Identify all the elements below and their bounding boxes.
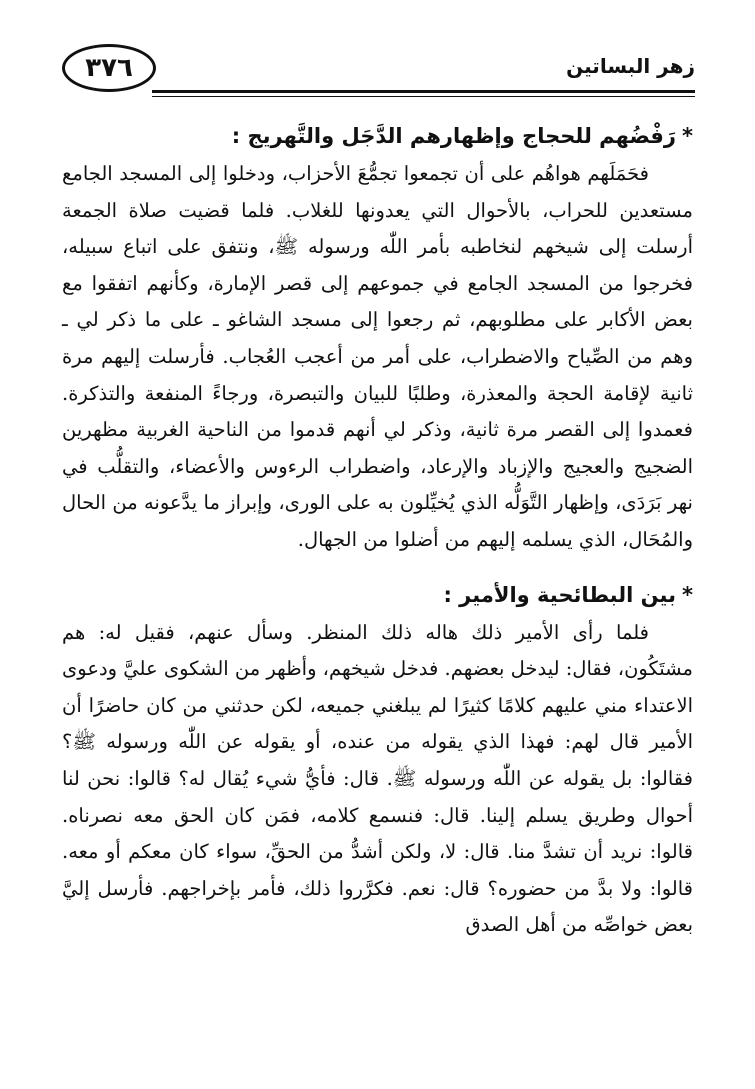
header-rule-thin xyxy=(152,96,695,97)
star-marker-icon: * xyxy=(682,124,693,148)
page-header xyxy=(62,40,695,100)
section-heading xyxy=(62,118,693,154)
section-heading-text: رَفْضُهم للحجاج وإظهارهم الدَّجَل والتَّهريج : xyxy=(231,124,677,148)
section-heading-text: بين البطائحية والأمير : xyxy=(443,582,677,607)
page-body xyxy=(62,118,693,944)
page-number: ٣٧٦ xyxy=(62,44,156,92)
section-paragraph: فلما رأى الأمير ذلك هاله ذلك المنظر. وسأل عنهم، فقيل له: هم مشتَكُون، فقال: ليدخل بعضهم. فدخل شيخهم، وأظهر من الشكوى عليَّ ودعوى الاعتداء مني عليهم كلامًا كثيرًا لم يبلغني جميعه، لكن حدثني من كان حاضرًا أن الأمير قال لهم: فهذا الذي يقوله من عنده، أو يقوله عن اللّٰه ورسوله ﷺ؟ فقالوا: بل يقوله عن اللّٰه ورسوله ﷺ. قال: فأيُّ شيء يُقال له؟ قالوا: نحن لنا أحوال وطريق يسلم إلينا. قال: فنسمع كلامه، فمَن كان الحق معه نصرناه. قالوا: نريد أن تشدَّ منا. قال: لا، ولكن أشدُّ من الحقِّ، سواء كان معكم أو معه. قالوا: ولا بدَّ من حضوره؟ قال: نعم. فكرَّروا ذلك، فأمر بإخراجهم. فأرسل إليَّ بعض خواصِّه من أهل الصدق xyxy=(62,620,693,937)
header-rule xyxy=(152,90,695,93)
running-title: زهر البساتين xyxy=(566,54,695,78)
section-heading xyxy=(62,577,693,613)
star-marker-icon: * xyxy=(682,582,693,607)
section-paragraph: فحَمَلَهم هواهُم على أن تجمعوا تجمُّعَ الأحزاب، ودخلوا إلى المسجد الجامع مستعدين للحراب، بالأحوال التي يعدونها للغلاب. فلما قضيت صلاة الجمعة أرسلت إلى شيخهم لنخاطبه بأمر اللّٰه ورسوله ﷺ، ونتفق على اتباع سبيله، فخرجوا من المسجد الجامع في جموعهم إلى قصر الإمارة، وكأنهم اتفقوا مع بعض الأكابر على مطلوبهم، ثم رجعوا إلى مسجد الشاغو ـ على ما ذكر لي ـ وهم من الصِّياح والاضطراب، على أمر من أعجب العُجاب. فأرسلت إليهم مرة ثانية لإقامة الحجة والمعذرة، وطلبًا للبيان والتبصرة، ورجاءً المنفعة والتذكرة. فعمدوا إلى القصر مرة ثانية، وذكر لي أنهم قدموا من الناحية الغربية مظهرين الضجيج والعجيج والإزباد والإرعاد، واضطراب الرءوس والأعضاء، والتقلُّب في نهر بَرَدَى، وإظهار التَّوَلُّه الذي يُخيِّلون به على الورى، وإبراز ما يدَّعونه من الحال والمُحَال، الذي يسلمه إليهم من أضلوا من الجهال. xyxy=(62,162,693,551)
